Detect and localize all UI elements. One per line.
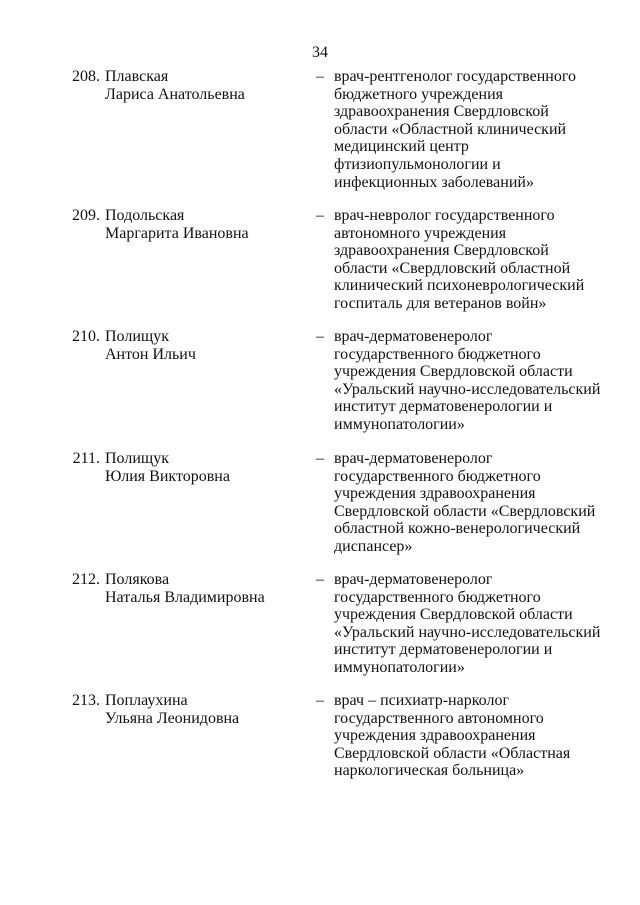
dash-separator: –: [316, 692, 324, 709]
description-line: врач-рентгенолог государственного: [334, 68, 577, 85]
position-description: [334, 328, 634, 434]
given-names: Лариса Анатольевна: [105, 85, 245, 103]
description-line: области «Областной клинический: [334, 120, 567, 138]
surname: Полищук: [105, 328, 169, 345]
dash-separator: –: [316, 328, 324, 345]
description-line: наркологическая больница»: [334, 762, 525, 780]
person-name: [105, 207, 305, 242]
dash-separator: –: [316, 207, 324, 224]
person-name: [105, 571, 305, 606]
entry-number: 210.: [72, 328, 100, 345]
position-description: [334, 68, 634, 191]
description-line: здравоохранения Свердловской: [334, 103, 549, 121]
description-line: врач-невролог государственного: [334, 207, 555, 224]
position-description: [334, 207, 634, 313]
surname: Полякова: [105, 571, 170, 588]
person-name: [105, 68, 305, 103]
description-line: институт дерматовенерологии и: [334, 398, 553, 416]
description-line: врач-дерматовенеролог: [334, 571, 493, 588]
description-line: медицинский центр: [334, 138, 469, 156]
description-line: Свердловской области «Областная: [334, 744, 571, 762]
description-line: «Уральский научно-исследовательский: [334, 623, 601, 641]
description-line: здравоохранения Свердловской: [334, 242, 549, 260]
description-line: автономного учреждения: [334, 224, 507, 242]
surname: Полищук: [105, 450, 169, 467]
description-line: «Уральский научно-исследовательский: [334, 380, 601, 398]
person-name: [105, 692, 305, 727]
description-line: госпиталь для ветеранов войн»: [334, 294, 547, 312]
position-description: [334, 571, 634, 677]
page-number: 34: [312, 44, 328, 61]
dash-separator: –: [316, 68, 324, 85]
description-line: клинический психоневрологический: [334, 277, 585, 295]
person-name: [105, 328, 305, 363]
given-names: Антон Ильич: [105, 345, 196, 363]
given-names: Ульяна Леонидовна: [105, 709, 240, 727]
entry-number: 213.: [72, 692, 100, 709]
surname: Подольская: [105, 207, 185, 224]
given-names: Наталья Владимировна: [105, 588, 265, 606]
entry-number: 208.: [72, 68, 100, 85]
entry-number: 209.: [72, 207, 100, 224]
dash-separator: –: [316, 450, 324, 467]
description-line: учреждения здравоохранения: [334, 727, 536, 745]
description-line: учреждения здравоохранения: [334, 485, 536, 503]
description-line: учреждения Свердловской области: [334, 363, 573, 381]
description-line: государственного бюджетного: [334, 345, 541, 363]
description-line: институт дерматовенерологии и: [334, 641, 553, 659]
description-line: иммунопатологии»: [334, 658, 465, 676]
description-line: учреждения Свердловской области: [334, 606, 573, 624]
surname: Поплаухина: [105, 692, 188, 709]
description-line: врач-дерматовенеролог: [334, 450, 493, 467]
description-line: врач-дерматовенеролог: [334, 328, 493, 345]
dash-separator: –: [316, 571, 324, 588]
description-line: областной кожно-венерологический: [334, 520, 581, 538]
description-line: фтизиопульмонологии и: [334, 155, 501, 173]
given-names: Юлия Викторовна: [105, 467, 230, 485]
surname: Плавская: [105, 68, 169, 85]
description-line: государственного автономного: [334, 709, 544, 727]
description-line: бюджетного учреждения: [334, 85, 504, 103]
description-line: иммунопатологии»: [334, 415, 465, 433]
entry-number: 211.: [72, 450, 100, 467]
description-line: врач – психиатр-нарколог: [334, 692, 510, 709]
description-line: инфекционных заболеваний»: [334, 173, 534, 191]
description-line: области «Свердловский областной: [334, 259, 571, 277]
position-description: [334, 450, 634, 556]
entry-number: 212.: [72, 571, 100, 588]
description-line: государственного бюджетного: [334, 588, 541, 606]
given-names: Маргарита Ивановна: [105, 224, 249, 242]
person-name: [105, 450, 305, 485]
description-line: государственного бюджетного: [334, 467, 541, 485]
position-description: [334, 692, 634, 780]
description-line: Свердловской области «Свердловский: [334, 502, 596, 520]
description-line: диспансер»: [334, 537, 413, 555]
